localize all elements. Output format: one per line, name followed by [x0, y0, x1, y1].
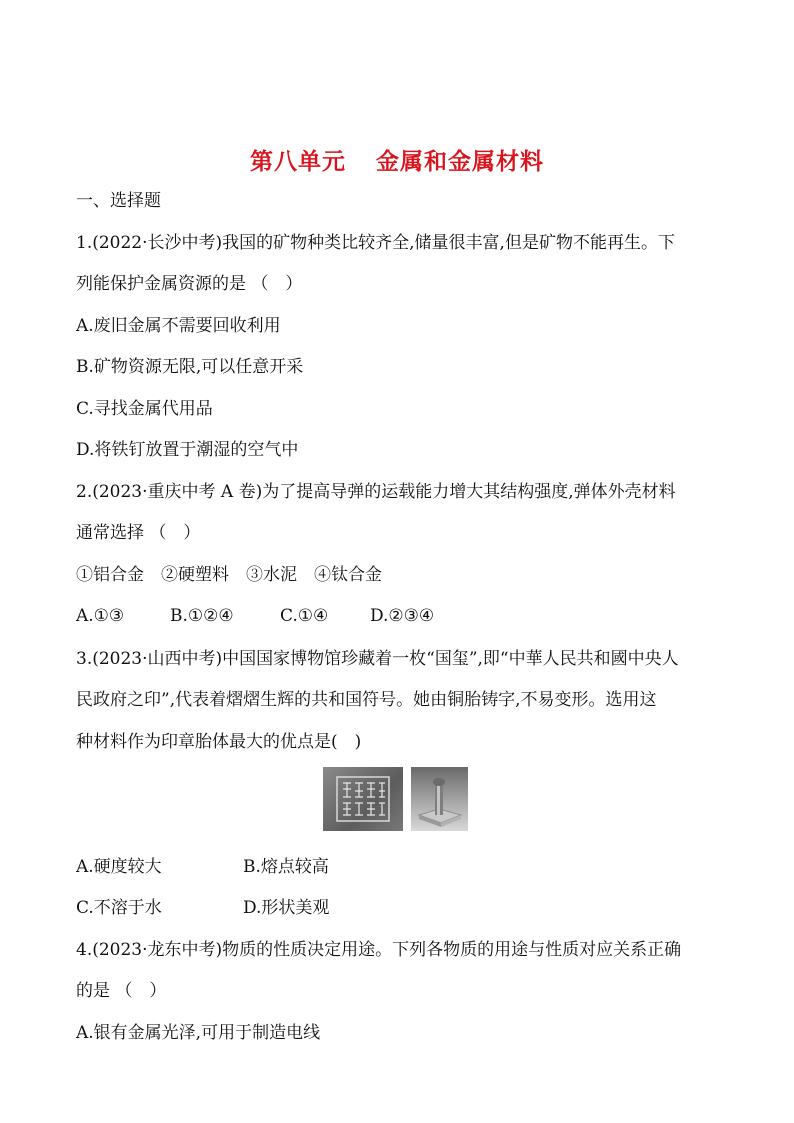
- q3-options-row1: [76, 856, 329, 878]
- q4-stem-line2: 的是 （ ）: [76, 981, 167, 1001]
- q1-stem-line2: 列能保护金属资源的是 （ ）: [76, 274, 303, 294]
- q2-option-c: C.①④: [280, 606, 329, 626]
- q2-option-d: D.②③④: [370, 606, 435, 626]
- q3-option-a: A.硬度较大: [76, 857, 162, 877]
- unit-title: [0, 143, 794, 176]
- q1-option-a: A.废旧金属不需要回收利用: [76, 316, 281, 336]
- unit-number: 第八单元: [250, 149, 346, 175]
- q2-option-a: A.①③: [76, 606, 125, 626]
- q4-option-a: A.银有金属光泽,可用于制造电线: [76, 1023, 321, 1043]
- q2-options: [76, 605, 434, 627]
- seal-images: [323, 767, 468, 831]
- q1-option-c: C.寻找金属代用品: [76, 399, 213, 419]
- q3-options-row2: [76, 897, 329, 919]
- q2-stem-line2: 通常选择 （ ）: [76, 523, 201, 543]
- q2-stem-line1: 2.(2023·重庆中考 A 卷)为了提高导弹的运载能力增大其结构强度,弹体外壳材料: [76, 482, 676, 502]
- q4-stem-line1: 4.(2023·龙东中考)物质的性质决定用途。下列各物质的用途与性质对应关系正确: [76, 940, 682, 960]
- q3-stem-line3: 种材料作为印章胎体最大的优点是( ): [76, 732, 362, 752]
- unit-topic: 金属和金属材料: [376, 149, 544, 175]
- seal-impression-image: [323, 767, 403, 831]
- q3-option-d: D.形状美观: [243, 898, 330, 918]
- q3-option-c: C.不溶于水: [76, 898, 162, 918]
- q1-option-d: D.将铁钉放置于潮湿的空气中: [76, 440, 299, 460]
- q1-stem-line1: 1.(2022·长沙中考)我国的矿物种类比较齐全,储量很丰富,但是矿物不能再生。下: [76, 233, 675, 253]
- section-heading: 一、选择题: [76, 191, 161, 211]
- q1-option-b: B.矿物资源无限,可以任意开采: [76, 357, 304, 377]
- q2-items: ①铝合金 ②硬塑料 ③水泥 ④钛合金: [76, 565, 382, 585]
- q2-option-b: B.①②④: [170, 606, 234, 626]
- q3-stem-line2: 民政府之印”,代表着熠熠生辉的共和国符号。她由铜胎铸字,不易变形。选用这: [76, 690, 657, 710]
- seal-object-image: [411, 767, 468, 831]
- q3-option-b: B.熔点较高: [243, 857, 329, 877]
- q3-stem-line1: 3.(2023·山西中考)中国国家博物馆珍藏着一枚“国玺”,即“中華人民共和國中央人: [76, 649, 679, 669]
